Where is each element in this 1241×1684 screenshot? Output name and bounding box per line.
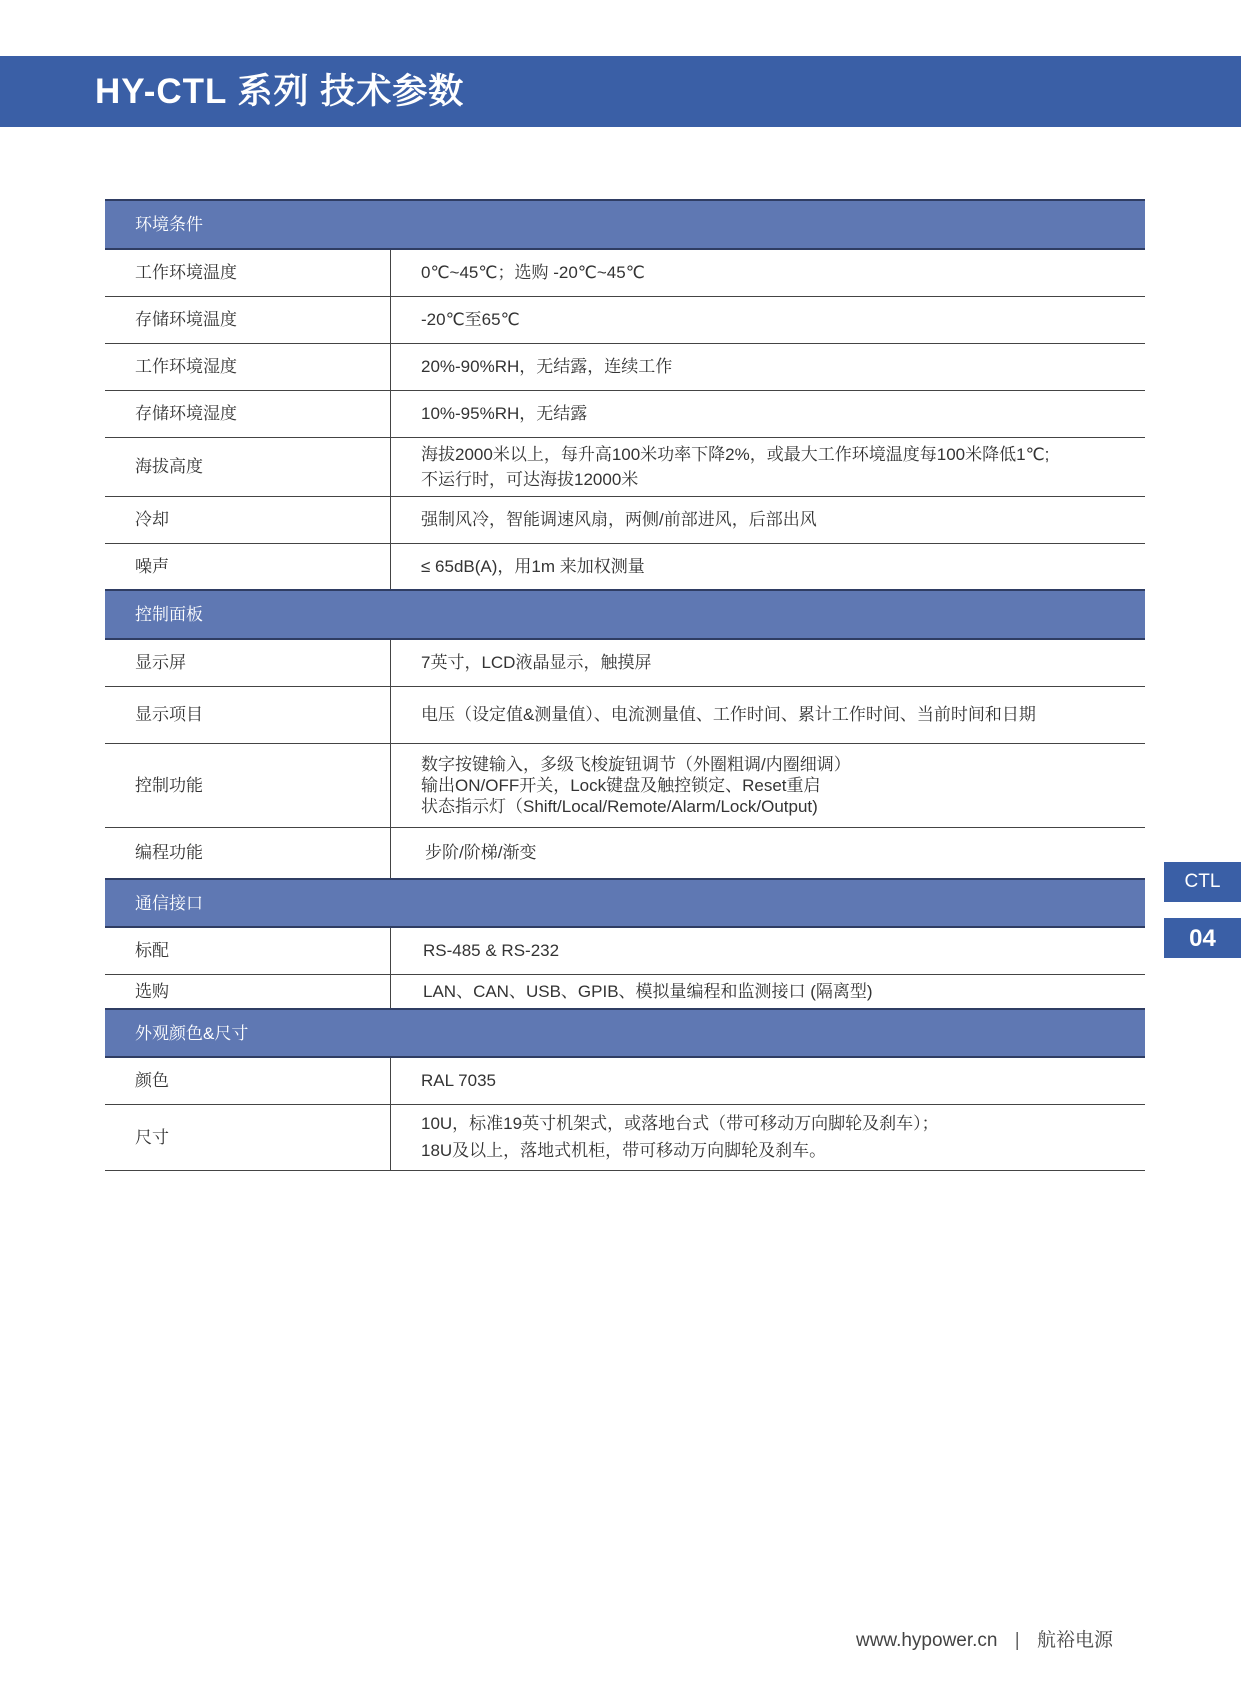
table-row [105, 390, 1145, 437]
row-value: 强制风冷，智能调速风扇，两侧/前部进风，后部出风 [391, 496, 1146, 543]
section-header [105, 590, 1145, 639]
row-label: 工作环境温度 [105, 249, 391, 296]
row-value: -20℃至65℃ [391, 296, 1146, 343]
section-title: 环境条件 [105, 200, 1145, 249]
section-title: 控制面板 [105, 590, 1145, 639]
table-row [105, 827, 1145, 879]
table-row [105, 496, 1145, 543]
row-value: 海拔2000米以上，每升高100米功率下降2%，或最大工作环境温度每100米降低1℃; 不运行时，可达海拔12000米 [391, 437, 1146, 496]
row-value: 10U，标准19英寸机架式，或落地台式（带可移动万向脚轮及刹车）； 18U及以上，落地式机柜，带可移动万向脚轮及刹车。 [391, 1104, 1146, 1170]
section-title: 外观颜色&尺寸 [105, 1009, 1145, 1057]
row-label: 控制功能 [105, 743, 391, 827]
table-row [105, 296, 1145, 343]
row-label: 显示项目 [105, 686, 391, 743]
footer [856, 1625, 1113, 1652]
table-row [105, 743, 1145, 827]
footer-separator: | [1014, 1630, 1020, 1651]
row-label: 颜色 [105, 1057, 391, 1104]
row-value: 20%-90%RH，无结露，连续工作 [391, 343, 1146, 390]
row-label: 显示屏 [105, 639, 391, 686]
header-banner [0, 56, 1241, 127]
row-label: 选购 [105, 974, 391, 1009]
row-value: 步阶/阶梯/渐变 [391, 827, 1146, 879]
section-title: 通信接口 [105, 879, 1145, 927]
series-tab: CTL [1164, 862, 1241, 902]
row-label: 冷却 [105, 496, 391, 543]
row-label: 标配 [105, 927, 391, 974]
section-header [105, 879, 1145, 927]
row-value: RS-485 & RS-232 [391, 927, 1146, 974]
row-label: 工作环境湿度 [105, 343, 391, 390]
row-value: RAL 7035 [391, 1057, 1146, 1104]
section-header [105, 200, 1145, 249]
row-value: 0℃~45℃；选购 -20℃~45℃ [391, 249, 1146, 296]
row-value: 电压（设定值&测量值）、电流测量值、工作时间、累计工作时间、当前时间和日期 [391, 686, 1146, 743]
table-row [105, 1057, 1145, 1104]
row-value: LAN、CAN、USB、GPIB、模拟量编程和监测接口 (隔离型) [391, 974, 1146, 1009]
table-row [105, 927, 1145, 974]
row-value: 7英寸，LCD液晶显示，触摸屏 [391, 639, 1146, 686]
table-row [105, 686, 1145, 743]
row-label: 存储环境湿度 [105, 390, 391, 437]
row-value: ≤ 65dB(A)，用1m 来加权测量 [391, 543, 1146, 590]
website-link[interactable]: www.hypower.cn [855, 1630, 998, 1651]
table-row [105, 1104, 1145, 1170]
table-row [105, 249, 1145, 296]
row-label: 海拔高度 [105, 437, 391, 496]
row-value: 10%-95%RH，无结露 [391, 390, 1146, 437]
brand-name: 航裕电源 [1036, 1630, 1113, 1651]
table-row [105, 343, 1145, 390]
section-header [105, 1009, 1145, 1057]
page-title: HY-CTL 系列 技术参数 [95, 72, 465, 111]
row-label: 存储环境温度 [105, 296, 391, 343]
page-number-tab: 04 [1164, 918, 1241, 958]
row-label: 尺寸 [105, 1104, 391, 1170]
row-value: 数字按键输入，多级飞梭旋钮调节（外圈粗调/内圈细调） 输出ON/OFF开关，Lock键盘及触控锁定、Reset重启 状态指示灯（Shift/Local/Remote/Alarm/Lock/Output) [391, 743, 1146, 827]
table-row [105, 543, 1145, 590]
table-row [105, 437, 1145, 496]
row-label: 编程功能 [105, 827, 391, 879]
table-row [105, 974, 1145, 1009]
spec-table [105, 199, 1145, 1171]
row-label: 噪声 [105, 543, 391, 590]
table-row [105, 639, 1145, 686]
